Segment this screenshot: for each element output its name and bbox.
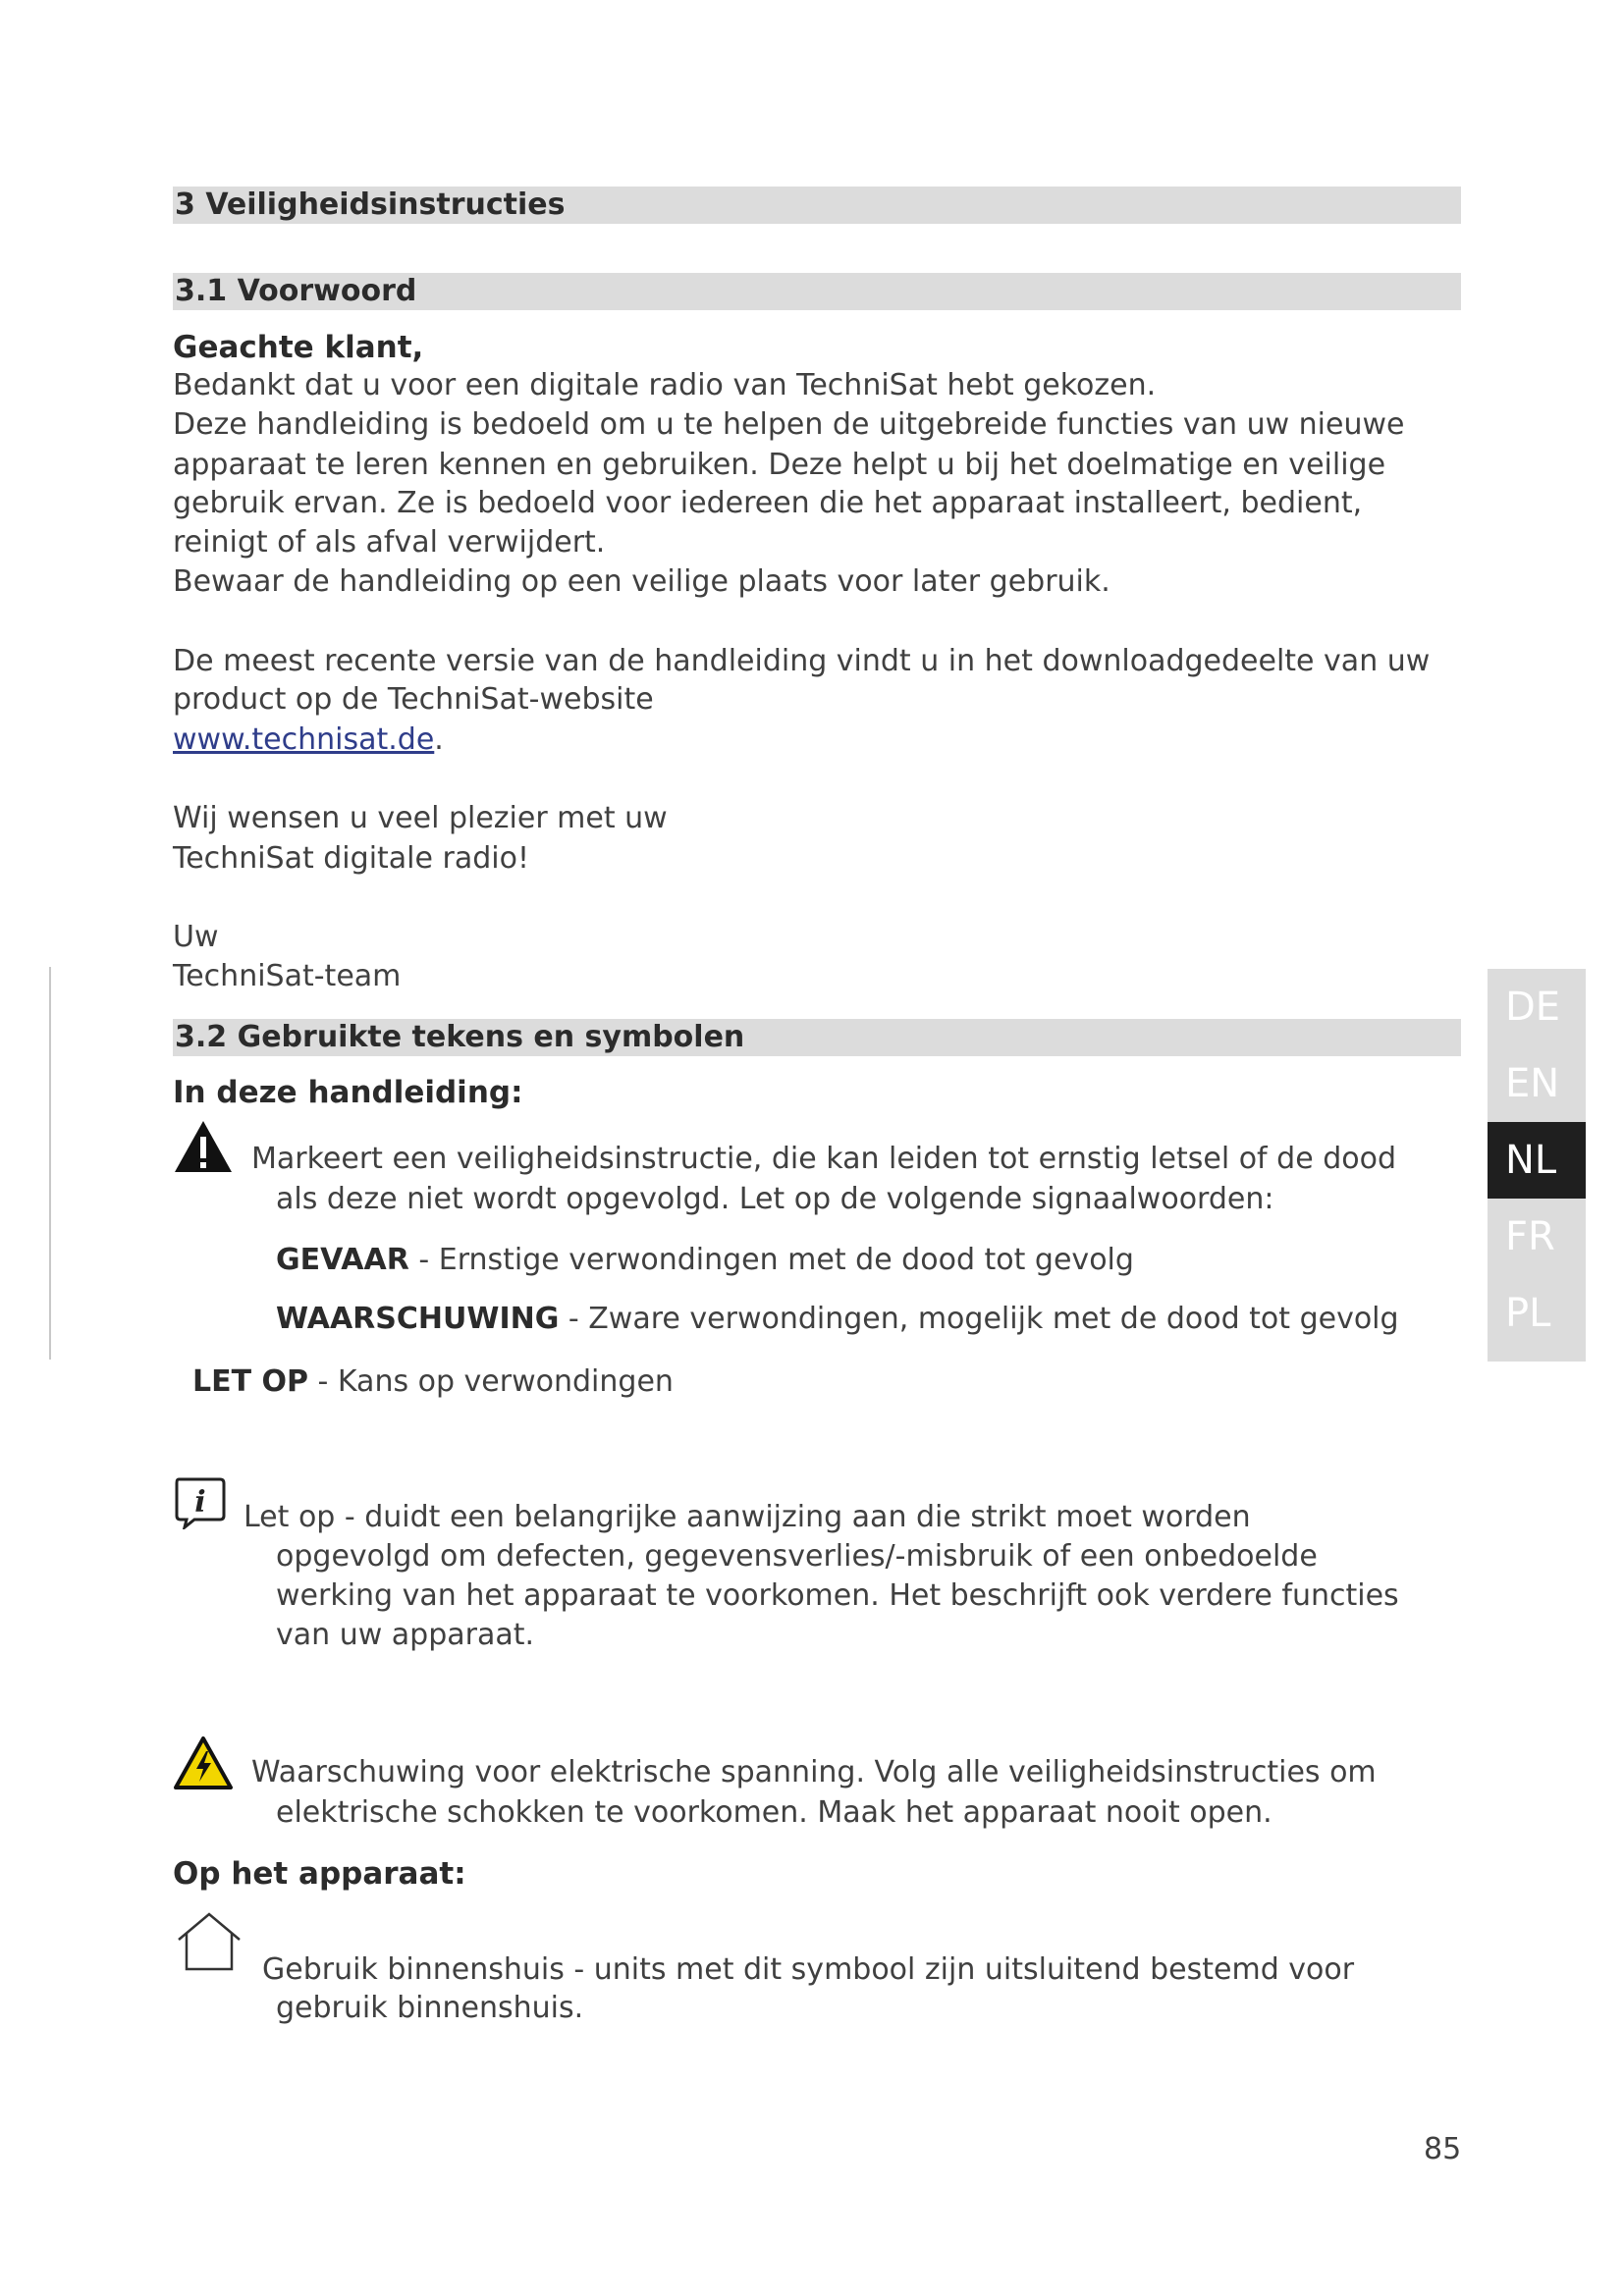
intro-line: reinigt of als afval verwijdert. — [173, 525, 606, 560]
intro-line: apparaat te leren kennen en gebruiken. Deze helpt u bij het doelmatige en veilige — [173, 448, 1386, 482]
sign-line: TechniSat-team — [173, 959, 402, 993]
recent-line: product op de TechniSat-website — [173, 682, 654, 717]
electric-line: Waarschuwing voor elektrische spanning. Volg alle veiligheidsinstructies om — [251, 1755, 1377, 1789]
gevaar-text: - Ernstige verwondingen met de dood tot gevolg — [408, 1243, 1134, 1277]
website-line — [173, 721, 444, 759]
info-line: Let op - duidt een belangrijke aanwijzing aan die strikt moet worden — [244, 1500, 1251, 1534]
on-device-heading: Op het apparaat: — [173, 1856, 466, 1892]
warning-line: als deze niet wordt opgevolgd. Let op de volgende signaalwoorden: — [276, 1182, 1274, 1216]
intro-line: Bewaar de handleiding op een veilige plaats voor later gebruik. — [173, 564, 1110, 599]
greeting: Geachte klant, — [173, 330, 424, 365]
waarschuwing-label: WAARSCHUWING — [276, 1302, 560, 1336]
indoor-line: Gebruik binnenshuis - units met dit symbool zijn uitsluitend bestemd voor — [262, 1952, 1355, 1987]
electric-warning-icon — [173, 1735, 234, 1790]
wish-line: Wij wensen u veel plezier met uw — [173, 801, 668, 835]
intro-line: Deze handleiding is bedoeld om u te helpen de uitgebreide functies van uw nieuwe — [173, 407, 1405, 442]
lang-tab-pl[interactable]: PL — [1505, 1291, 1551, 1336]
intro-line: gebruik ervan. Ze is bedoeld voor iedereen die het apparaat installeert, bedient, — [173, 486, 1363, 520]
letop-line — [192, 1363, 674, 1401]
language-tabs — [1488, 969, 1586, 1362]
gevaar-line — [276, 1242, 1134, 1279]
in-manual-heading: In deze handleiding: — [173, 1075, 523, 1110]
letop-label: LET OP — [192, 1364, 309, 1399]
lang-tab-nl[interactable]: NL — [1488, 1122, 1586, 1199]
link-suffix: . — [434, 722, 444, 757]
sign-line: Uw — [173, 920, 219, 954]
gevaar-label: GEVAAR — [276, 1243, 409, 1277]
indoor-house-icon — [175, 1910, 244, 1975]
info-line: opgevolgd om defecten, gegevensverlies/-misbruik of een onbedoelde — [276, 1539, 1318, 1574]
indoor-line: gebruik binnenshuis. — [276, 1991, 584, 2025]
section-heading-3-1: 3.1 Voorwoord — [173, 273, 1461, 310]
svg-text:i: i — [194, 1485, 206, 1520]
warning-triangle-icon — [173, 1119, 234, 1174]
waarschuwing-line — [276, 1301, 1399, 1338]
lang-tab-de[interactable]: DE — [1505, 985, 1561, 1030]
section-heading-3-2: 3.2 Gebruikte tekens en symbolen — [173, 1019, 1461, 1056]
electric-line: elektrische schokken te voorkomen. Maak het apparaat nooit open. — [276, 1795, 1272, 1830]
page-number: 85 — [1424, 2132, 1462, 2166]
wish-line: TechniSat digitale radio! — [173, 841, 529, 876]
section-heading-3: 3 Veiligheidsinstructies — [173, 187, 1461, 224]
warning-line: Markeert een veiligheidsinstructie, die kan leiden tot ernstig letsel of de dood — [251, 1142, 1396, 1176]
recent-line: De meest recente versie van de handleiding vindt u in het downloadgedeelte van uw — [173, 644, 1431, 678]
margin-line — [49, 967, 51, 1360]
info-icon — [173, 1476, 228, 1529]
website-link[interactable]: www.technisat.de — [173, 722, 435, 757]
letop-text: - Kans op verwondingen — [308, 1364, 674, 1399]
waarschuwing-text: - Zware verwondingen, mogelijk met de dood tot gevolg — [559, 1302, 1399, 1336]
lang-tab-fr[interactable]: FR — [1505, 1214, 1555, 1259]
lang-tab-en[interactable]: EN — [1505, 1061, 1560, 1106]
info-line: werking van het apparaat te voorkomen. Het beschrijft ook verdere functies — [276, 1578, 1399, 1613]
info-line: van uw apparaat. — [276, 1618, 535, 1652]
intro-line: Bedankt dat u voor een digitale radio van TechniSat hebt gekozen. — [173, 368, 1157, 402]
